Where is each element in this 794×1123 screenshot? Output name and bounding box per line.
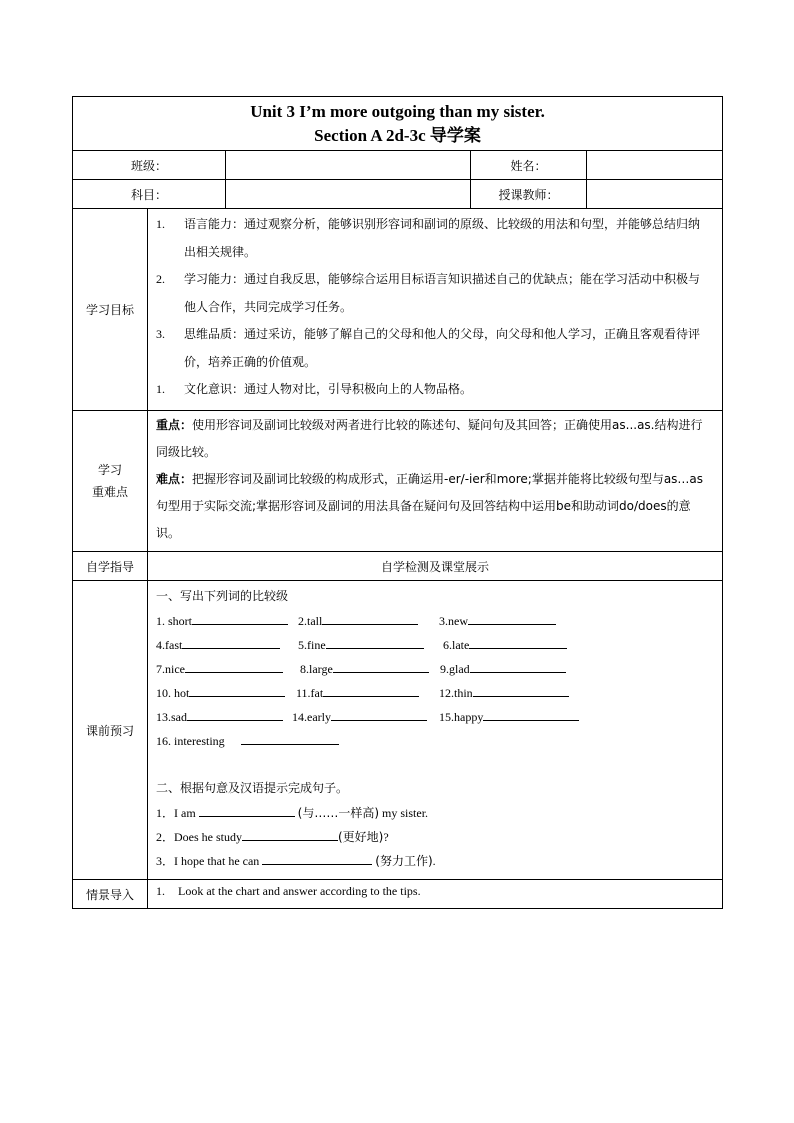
focus-point: 重点：使用形容词及副词比较级对两者进行比较的陈述句、疑问句及其回答；正确使用as...as.结构进行同级比较。	[156, 418, 703, 459]
subject-field[interactable]	[226, 180, 471, 209]
teacher-label: 授课教师：	[471, 180, 587, 209]
intro-content: 1. Look at the chart and answer according to the tips.	[148, 880, 723, 909]
sentence-row: 1．I am (与……一样高) my sister.	[156, 806, 429, 820]
objective-item: 2. 学习能力：通过自我反思，能够综合运用目标语言知识描述自己的优缺点；能在学习活动中积极与他人合作，共同完成学习任务。	[156, 272, 701, 314]
answer-blank[interactable]	[323, 684, 419, 697]
answer-blank[interactable]	[326, 636, 424, 649]
word-row: 10. hot 11.fat 12.thin	[156, 681, 716, 705]
objective-item: 1. 文化意识：通过人物对比，引导积极向上的人物品格。	[156, 382, 473, 396]
key-points-content	[148, 411, 723, 552]
answer-blank[interactable]	[469, 636, 567, 649]
objective-item: 1. 语言能力：通过观察分析，能够识别形容词和副词的原级、比较级的用法和句型，并能够总结归纳出相关规律。	[156, 217, 701, 259]
answer-blank[interactable]	[473, 684, 569, 697]
intro-label: 情景导入	[73, 880, 148, 909]
key-points-label: 学习 重难点	[73, 411, 148, 552]
answer-blank[interactable]	[182, 636, 280, 649]
answer-blank[interactable]	[262, 852, 372, 865]
answer-blank[interactable]	[189, 684, 285, 697]
sentence-row: 2．Does he study (更好地)?	[156, 830, 389, 844]
subject-label: 科目：	[73, 180, 226, 209]
word-row: 1. short 2.tall 3.new	[156, 609, 716, 633]
name-label: 姓名：	[471, 151, 587, 180]
answer-blank[interactable]	[470, 660, 566, 673]
answer-blank[interactable]	[192, 612, 288, 625]
word-row: 4.fast 5.fine 6.late	[156, 633, 716, 657]
title-line-2: Section A 2d-3c 导学案	[314, 126, 481, 145]
objective-item: 3. 思维品质：通过采访，能够了解自己的父母和他人的父母，向父母和他人学习，正确且客观看待评价，培养正确的价值观。	[156, 327, 701, 369]
guide-header: 自学检测及课堂展示	[148, 552, 723, 581]
objectives-list	[148, 209, 723, 411]
title-line-1: Unit 3 I’m more outgoing than my sister.	[250, 102, 545, 121]
word-row: 16. interesting	[156, 729, 716, 753]
part1-title: 一、写出下列词的比较级	[156, 589, 289, 603]
part2-title: 二、根据句意及汉语提示完成句子。	[156, 781, 349, 795]
word-row: 13.sad 14.early 15.happy	[156, 705, 716, 729]
answer-blank[interactable]	[331, 708, 427, 721]
difficulty-point: 难点：把握形容词及副词比较级的构成形式，正确运用-er/-ier和more;掌据并能将比较级句型与as…as句型用于实际交流;掌据形容词及副词的用法具备在疑问句及回答结构中运用be和助动词do/does的意识。	[156, 472, 704, 540]
answer-blank[interactable]	[322, 612, 418, 625]
answer-blank[interactable]	[483, 708, 579, 721]
class-label: 班级：	[73, 151, 226, 180]
study-guide-table	[72, 96, 723, 909]
document-title	[73, 97, 723, 151]
answer-blank[interactable]	[187, 708, 283, 721]
class-field[interactable]	[226, 151, 471, 180]
answer-blank[interactable]	[242, 828, 338, 841]
sentence-row: 3．I hope that he can (努力工作).	[156, 854, 436, 868]
name-field[interactable]	[587, 151, 723, 180]
teacher-field[interactable]	[587, 180, 723, 209]
preview-exercises	[148, 581, 723, 880]
answer-blank[interactable]	[185, 660, 283, 673]
word-row: 7.nice 8.large 9.glad	[156, 657, 716, 681]
guide-label: 自学指导	[73, 552, 148, 581]
answer-blank[interactable]	[468, 612, 556, 625]
answer-blank[interactable]	[241, 732, 339, 745]
answer-blank[interactable]	[333, 660, 429, 673]
preview-label: 课前预习	[73, 581, 148, 880]
objectives-label: 学习目标	[73, 209, 148, 411]
answer-blank[interactable]	[199, 804, 295, 817]
